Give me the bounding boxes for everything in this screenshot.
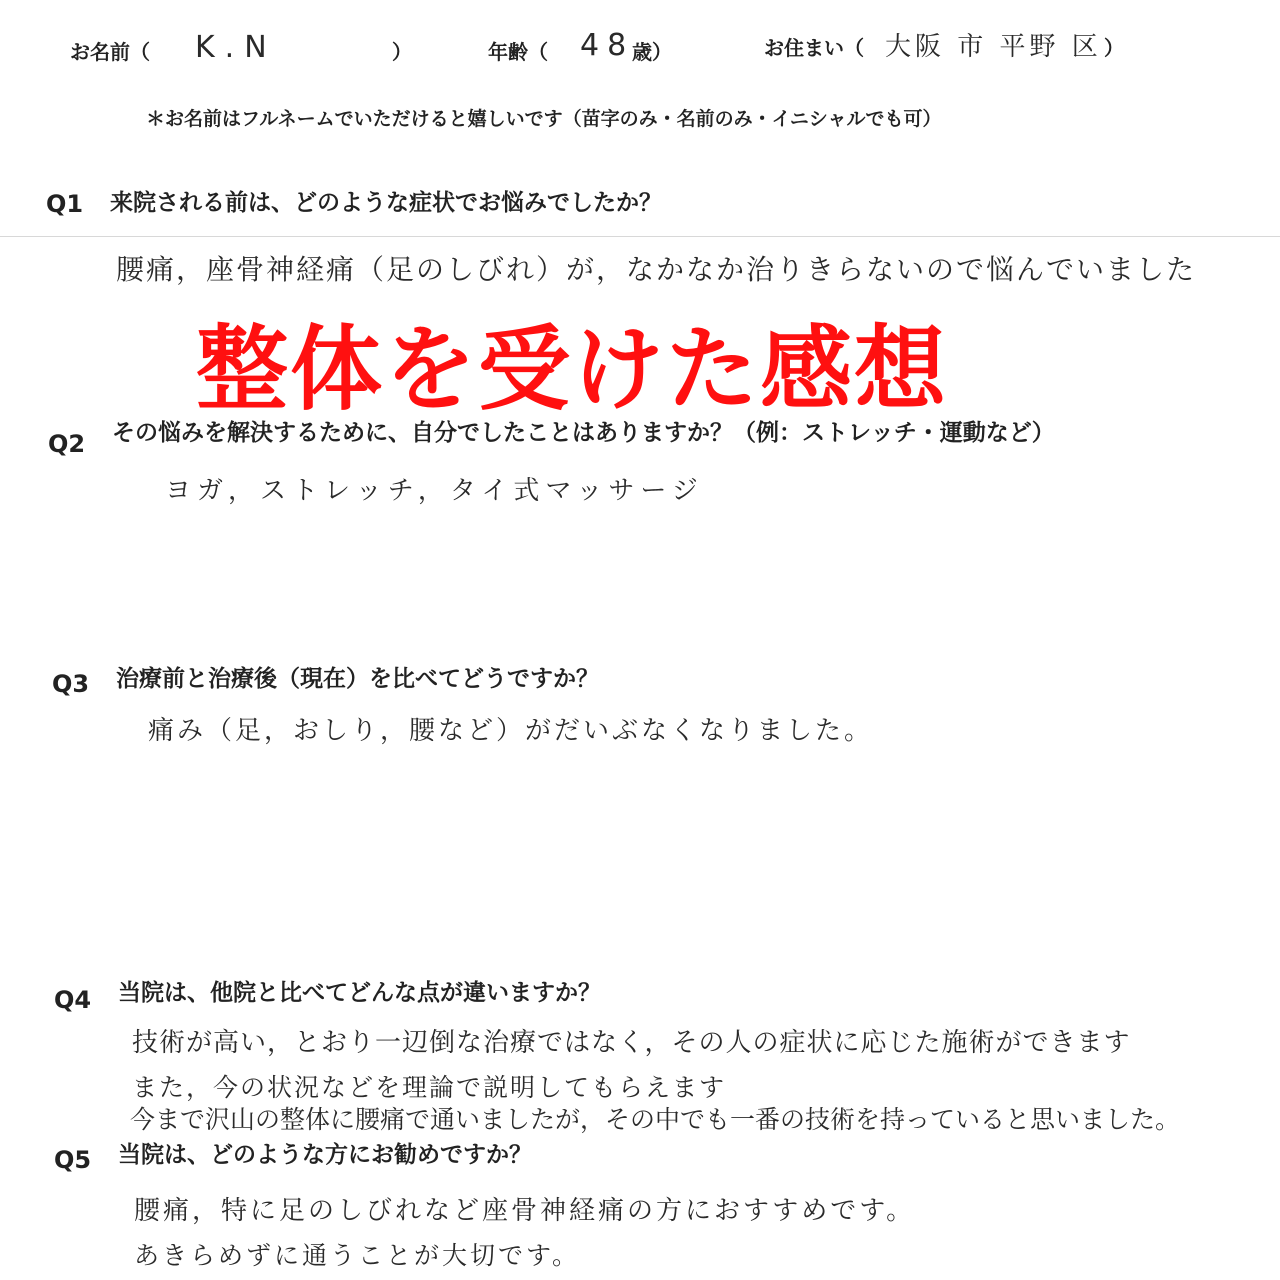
age-unit: 歳） — [632, 40, 672, 64]
address-close: ） — [1104, 36, 1124, 60]
q5-number: Q5 — [54, 1146, 92, 1174]
scan-divider — [0, 236, 1280, 237]
q4-answer-line-3: 今まで沢山の整体に腰痛で通いましたが，その中でも一番の技術を持っていると思いました。 — [130, 1105, 1181, 1134]
q5-answer-line-1: 腰痛，特に足のしびれなど座骨神経痛の方におすすめです。 — [134, 1196, 916, 1226]
q4-number: Q4 — [54, 986, 92, 1014]
q2-number: Q2 — [48, 430, 86, 458]
q5-question: 当院は、どのような方にお勧めですか？ — [118, 1142, 532, 1168]
q4-answer-line-2: また，今の状況などを理論で説明してもらえます — [132, 1073, 727, 1102]
q4-answer-line-1: 技術が高い，とおり一辺倒な治療ではなく，その人の症状に応じた施術ができます — [132, 1028, 1131, 1058]
q1-question: 来院される前は、どのような症状でお悩みでしたか？ — [110, 190, 662, 216]
q3-answer-line-1: 痛み（足，おしり，腰など）がだいぶなくなりました。 — [148, 716, 874, 746]
banner-title: 整体を受けた感想 — [196, 316, 949, 423]
q2-answer-line-1: ヨガ，ストレッチ，タイ式マッサージ — [165, 476, 704, 506]
q1-number: Q1 — [46, 190, 84, 218]
name-value: K.N — [195, 30, 277, 65]
address-label: お住まい（ — [764, 36, 864, 60]
age-value: 48 — [580, 28, 635, 63]
name-close: ） — [392, 40, 412, 64]
q5-answer-line-2: あきらめずに通うことが大切です。 — [134, 1241, 581, 1270]
age-label: 年齢（ — [488, 40, 548, 64]
address-value: 大阪 市 平野 区 — [885, 32, 1102, 62]
q3-question: 治療前と治療後（現在）を比べてどうですか？ — [116, 666, 599, 692]
q1-answer-line-1: 腰痛，座骨神経痛（足のしびれ）が，なかなか治りきらないので悩んでいました — [116, 253, 1197, 286]
q4-question: 当院は、他院と比べてどんな点が違いますか？ — [118, 980, 601, 1006]
q2-question: その悩みを解決するために、自分でしたことはありますか？（例：ストレッチ・運動など） — [112, 420, 1055, 446]
q3-number: Q3 — [52, 670, 90, 698]
name-label: お名前（ — [70, 40, 150, 64]
name-note: ＊お名前はフルネームでいただけると嬉しいです（苗字のみ・名前のみ・イニシャルでも可） — [146, 108, 942, 130]
